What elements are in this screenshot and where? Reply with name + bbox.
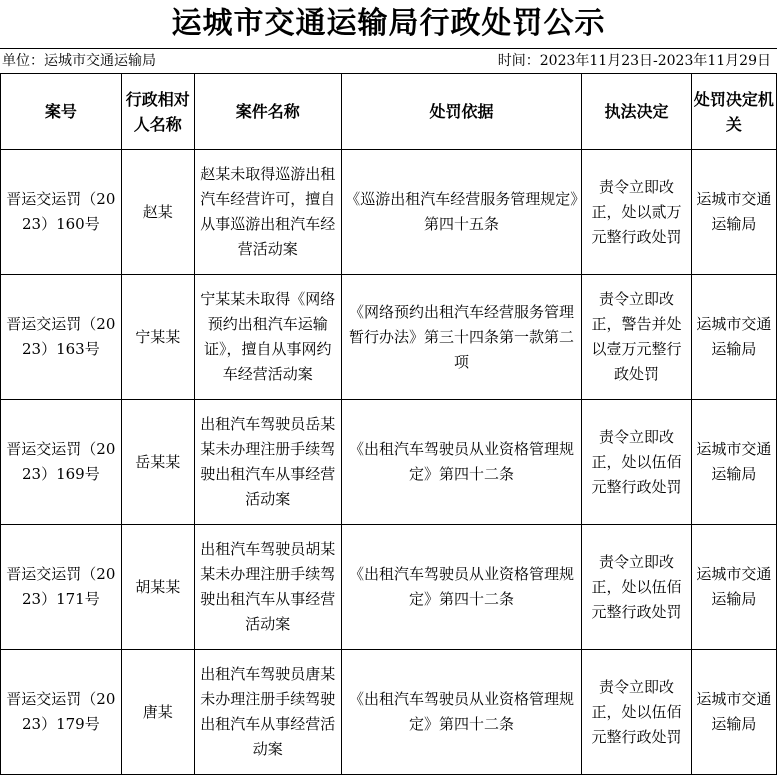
header-decision: 执法决定	[582, 74, 692, 150]
time-range-text: 时间：2023年11月23日-2023年11月29日	[497, 53, 771, 69]
header-authority: 处罚决定机关	[691, 74, 776, 150]
cell-basis: 《出租汽车驾驶员从业资格管理规定》第四十二条	[341, 525, 581, 650]
meta-line	[0, 48, 777, 73]
cell-basis: 《网络预约出租汽车经营服务管理暂行办法》第三十四条第一款第二项	[341, 275, 581, 400]
cell-decision: 责令立即改正，处以伍佰元整行政处罚	[582, 650, 692, 775]
cell-party: 岳某某	[121, 400, 194, 525]
unit-text: 单位：运城市交通运输局	[2, 53, 156, 69]
cell-authority: 运城市交通运输局	[691, 275, 776, 400]
cell-case-no: 晋运交运罚（2023）169号	[1, 400, 122, 525]
cell-case-name: 出租汽车驾驶员岳某某未办理注册手续驾驶出租汽车从事经营活动案	[194, 400, 341, 525]
cell-basis: 《出租汽车驾驶员从业资格管理规定》第四十二条	[341, 650, 581, 775]
cell-case-no: 晋运交运罚（2023）160号	[1, 150, 122, 275]
cell-authority: 运城市交通运输局	[691, 400, 776, 525]
cell-authority: 运城市交通运输局	[691, 525, 776, 650]
cell-case-name: 宁某某未取得《网络预约出租汽车运输证》，擅自从事网约车经营活动案	[194, 275, 341, 400]
cell-case-name: 出租汽车驾驶员胡某某未办理注册手续驾驶出租汽车从事经营活动案	[194, 525, 341, 650]
table-row	[1, 525, 777, 650]
table-row	[1, 275, 777, 400]
table-row	[1, 150, 777, 275]
cell-case-no: 晋运交运罚（2023）171号	[1, 525, 122, 650]
cell-case-no: 晋运交运罚（2023）163号	[1, 275, 122, 400]
cell-party: 胡某某	[121, 525, 194, 650]
page-title: 运城市交通运输局行政处罚公示	[171, 6, 606, 41]
header-party: 行政相对人名称	[121, 74, 194, 150]
penalty-table	[0, 73, 777, 775]
cell-basis: 《出租汽车驾驶员从业资格管理规定》第四十二条	[341, 400, 581, 525]
cell-authority: 运城市交通运输局	[691, 150, 776, 275]
table-row	[1, 650, 777, 775]
cell-party: 宁某某	[121, 275, 194, 400]
table-header-row	[1, 74, 777, 150]
cell-decision: 责令立即改正，处以贰万元整行政处罚	[582, 150, 692, 275]
cell-party: 唐某	[121, 650, 194, 775]
header-basis: 处罚依据	[341, 74, 581, 150]
header-case-no: 案号	[1, 74, 122, 150]
cell-authority: 运城市交通运输局	[691, 650, 776, 775]
cell-case-name: 出租汽车驾驶员唐某未办理注册手续驾驶出租汽车从事经营活动案	[194, 650, 341, 775]
cell-case-no: 晋运交运罚（2023）179号	[1, 650, 122, 775]
cell-party: 赵某	[121, 150, 194, 275]
table-row	[1, 400, 777, 525]
cell-basis: 《巡游出租汽车经营服务管理规定》第四十五条	[341, 150, 581, 275]
cell-decision: 责令立即改正，处以伍佰元整行政处罚	[582, 525, 692, 650]
header-case-name: 案件名称	[194, 74, 341, 150]
cell-decision: 责令立即改正，警告并处以壹万元整行政处罚	[582, 275, 692, 400]
cell-case-name: 赵某未取得巡游出租汽车经营许可，擅自从事巡游出租汽车经营活动案	[194, 150, 341, 275]
cell-decision: 责令立即改正，处以伍佰元整行政处罚	[582, 400, 692, 525]
